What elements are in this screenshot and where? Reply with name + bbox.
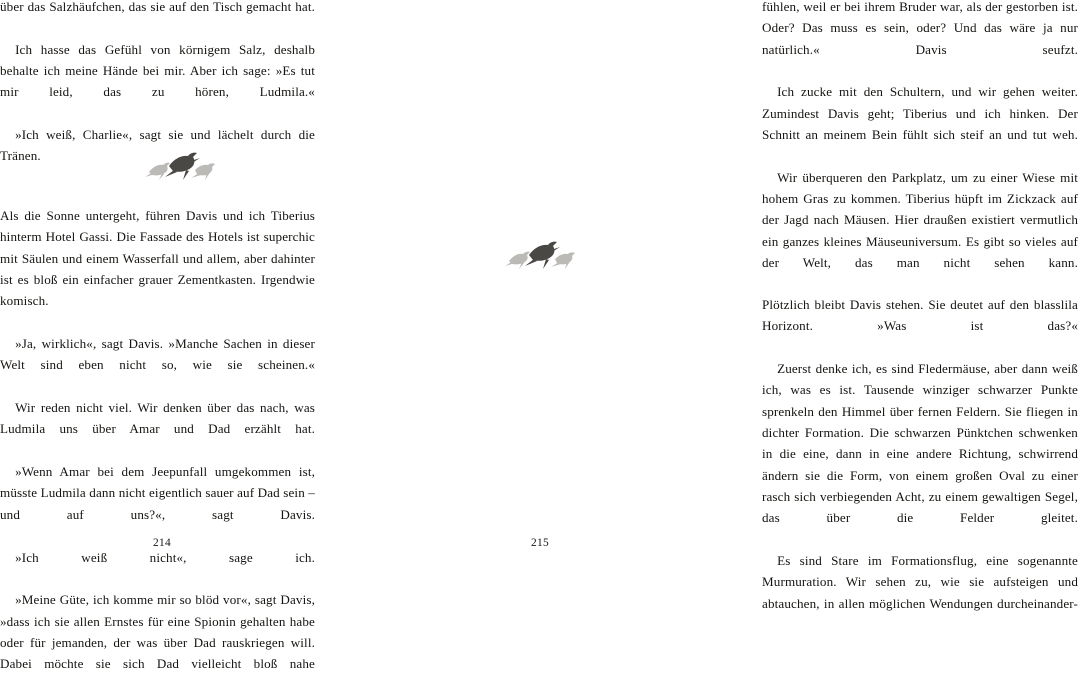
bird-right-icon bbox=[551, 252, 575, 269]
paragraph: »Ich weiß, Charlie«, sagt sie und lächelt durch die Tränen. bbox=[0, 127, 315, 164]
paragraph: Als die Sonne untergeht, führen Davis und ich Tiberius hinterm Hotel Gassi. Die Fassade des Hotels ist superchic mit Säulen und einem Wasserfall und allem, aber dahinter ist es bloß ein einfacher grauer Zementkasten. Irgendwie komisch. bbox=[0, 208, 315, 309]
page-number-right: 215 bbox=[530, 537, 550, 549]
paragraph: fühlen, weil er bei ihrem Bruder war, als der gestorben ist. Oder? Das muss es sein, oder? Und das wäre ja nur natürlich.« Davis seufzt. bbox=[762, 0, 1078, 57]
paragraph: Wir überqueren den Parkplatz, um zu einer Wiese mit hohem Gras zu kommen. Tiberius hüpft im Zickzack auf der Jagd nach Mäusen. Hier draußen existiert vermutlich ein ganzes kleines Mäuseuniversum. Es gibt so vieles auf der Welt, das man nicht sehen kann. bbox=[762, 169, 1078, 271]
bird-left-icon bbox=[505, 252, 530, 269]
three-birds-ornament bbox=[360, 235, 720, 277]
left-page bbox=[0, 0, 360, 672]
paragraph: »Ja, wirklich«, sagt Davis. »Manche Sachen in dieser Welt sind eben nicht so, wie sie scheinen.« bbox=[0, 336, 315, 373]
paragraph: Ich hasse das Gefühl von körnigem Salz, deshalb behalte ich meine Hände bei mir. Aber ich sage: »Es tut mir leid, das zu hören, Ludmila.« bbox=[0, 41, 315, 100]
right-page-text-lower bbox=[762, 294, 1078, 636]
left-page-text-lower bbox=[0, 205, 315, 696]
paragraph: Ich zucke mit den Schultern, und wir gehen weiter. Zumindest Davis geht; Tiberius und ich hinken. Der Schnitt an meinem Bein fühlt sich steif an und tut weh. bbox=[762, 84, 1078, 143]
paragraph: über das Salzhäufchen, das sie auf den Tisch gemacht hat. bbox=[0, 0, 315, 14]
right-page-text-upper bbox=[762, 0, 1078, 295]
paragraph: »Ich weiß nicht«, sage ich. bbox=[15, 549, 315, 565]
paragraph: Zuerst denke ich, es sind Fledermäuse, aber dann weiß ich, was es ist. Tausende winziger schwarzer Punkte sprenkeln den Himmel über fernen Feldern. Sie fliegen in dichter Formation. Die schwarzen Pünktchen schwenken in die eine, dann in eine andere Richtung, schwirrend ändern sie die Form, von einem großen Oval zu einer rasch sich verbiegenden Acht, zu einem gewaltigen Segel, das über die Felder gleitet. bbox=[762, 361, 1078, 526]
page-number-left: 214 bbox=[152, 537, 172, 549]
paragraph: »Wenn Amar bei dem Jeepunfall umgekommen ist, müsste Ludmila dann nicht eigentlich sauer auf Dad sein – und auf uns?«, sagt Davis. bbox=[0, 464, 315, 522]
paragraph: Plötzlich bleibt Davis stehen. Sie deutet auf den blasslila Horizont. »Was ist das?« bbox=[762, 297, 1078, 334]
left-page-text-upper bbox=[0, 0, 315, 188]
right-page bbox=[360, 0, 1078, 611]
bird-center-icon bbox=[525, 242, 560, 269]
paragraph: Es sind Stare im Formationsflug, eine sogenannte Murmuration. Wir sehen zu, wie sie aufsteigen und abtauchen, in allen möglichen Wendungen durcheinander- bbox=[762, 553, 1078, 611]
paragraph: Wir reden nicht viel. Wir denken über das nach, was Ludmila uns über Amar und Dad erzählt hat. bbox=[0, 400, 315, 437]
paragraph: »Meine Güte, ich komme mir so blöd vor«, sagt Davis, »dass ich sie allen Ernstes für eine Spionin gehalten habe oder für jemanden, der was über Dad rauskriegen will. Dabei möchte sie sich Dad vielleicht bloß nahe bbox=[0, 592, 315, 672]
